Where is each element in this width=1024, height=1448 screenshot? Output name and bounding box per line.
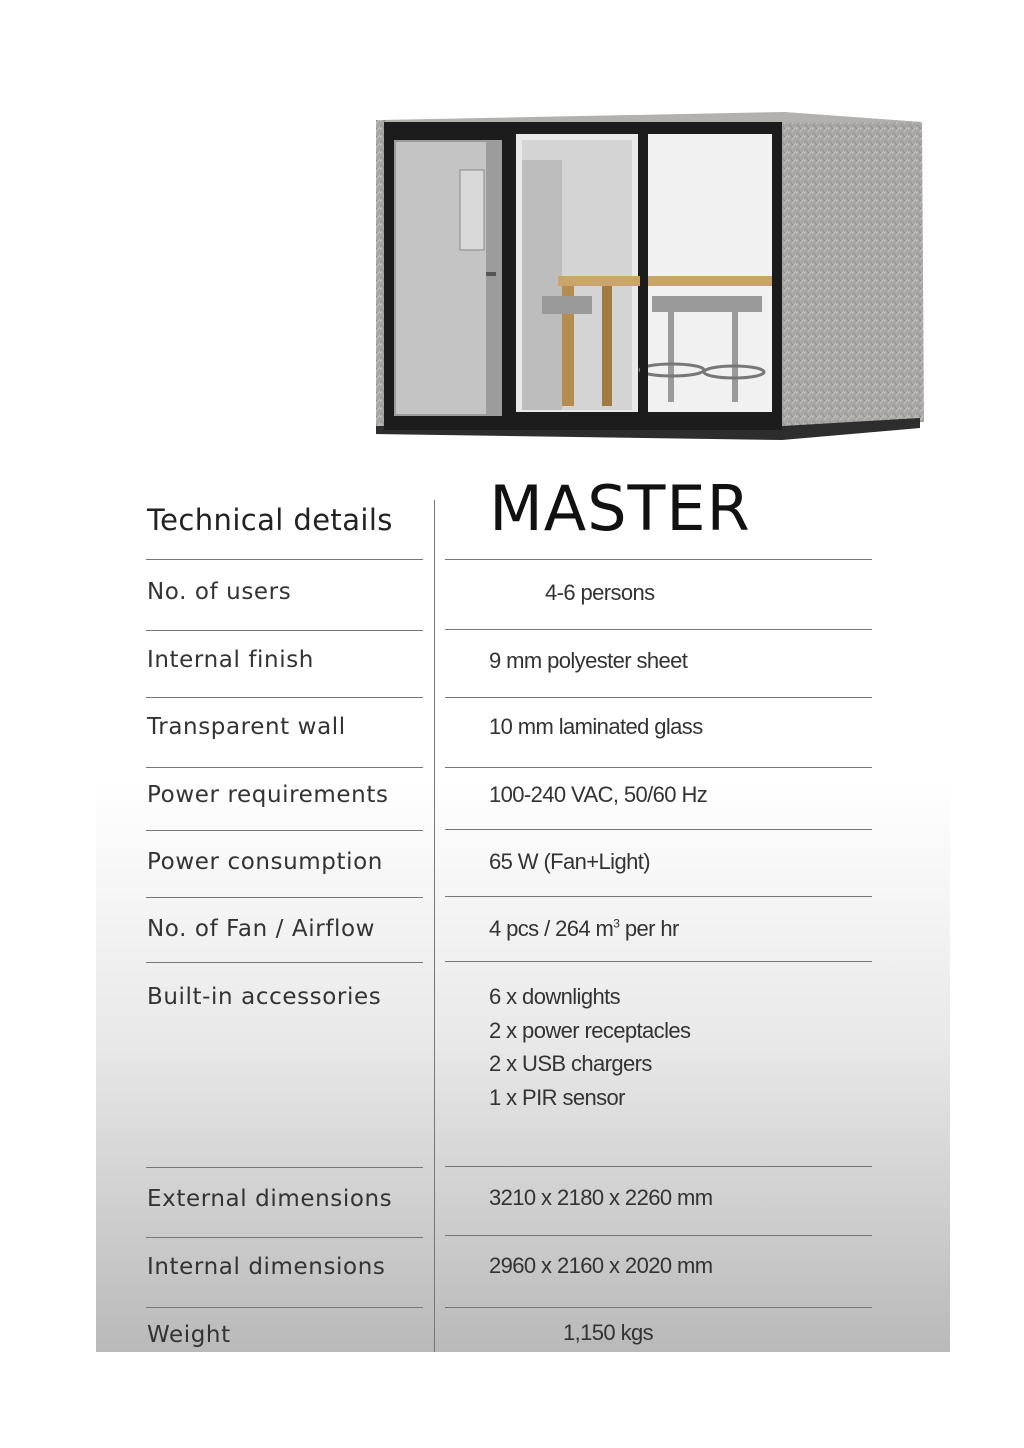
row-separator bbox=[146, 1167, 423, 1168]
row-separator bbox=[445, 829, 872, 830]
airflow-prefix: 4 pcs / 264 m bbox=[489, 916, 614, 941]
row-value-fan-airflow bbox=[489, 916, 679, 942]
row-label-fan-airflow: No. of Fan / Airflow bbox=[147, 916, 376, 942]
row-label-transparent-wall: Transparent wall bbox=[147, 714, 346, 740]
row-separator bbox=[445, 896, 872, 897]
row-value-accessories bbox=[489, 980, 690, 1114]
row-value-internal-dimensions: 2960 x 2160 x 2020 mm bbox=[489, 1253, 713, 1278]
row-separator bbox=[146, 697, 423, 698]
airflow-suffix: per hr bbox=[619, 916, 679, 941]
row-label-accessories: Built-in accessories bbox=[147, 984, 382, 1010]
row-label-weight: Weight bbox=[147, 1322, 231, 1348]
accessory-item: 2 x USB chargers bbox=[489, 1051, 652, 1076]
row-separator bbox=[146, 1307, 423, 1308]
row-separator bbox=[445, 767, 872, 768]
row-value-power-consumption: 65 W (Fan+Light) bbox=[489, 849, 650, 874]
row-separator bbox=[146, 767, 423, 768]
row-separator bbox=[445, 629, 872, 630]
row-label-users: No. of users bbox=[147, 579, 292, 605]
row-value-internal-finish: 9 mm polyester sheet bbox=[489, 648, 688, 673]
section-title: Technical details bbox=[147, 503, 393, 537]
model-title: MASTER bbox=[489, 472, 751, 545]
row-separator bbox=[146, 962, 423, 963]
row-label-internal-dimensions: Internal dimensions bbox=[147, 1254, 386, 1280]
airflow-superscript: 3 bbox=[613, 916, 620, 931]
row-separator bbox=[445, 1235, 872, 1236]
row-value-external-dimensions: 3210 x 2180 x 2260 mm bbox=[489, 1185, 713, 1210]
row-separator bbox=[445, 559, 872, 560]
row-label-power-consumption: Power consumption bbox=[147, 849, 383, 875]
row-separator bbox=[445, 697, 872, 698]
row-label-internal-finish: Internal finish bbox=[147, 647, 314, 673]
row-separator bbox=[146, 630, 423, 631]
phone-booth-image bbox=[372, 100, 928, 440]
row-value-transparent-wall: 10 mm laminated glass bbox=[489, 714, 703, 739]
accessory-item: 2 x power receptacles bbox=[489, 1017, 691, 1043]
row-separator bbox=[146, 1237, 423, 1238]
row-separator bbox=[445, 961, 872, 962]
row-label-external-dimensions: External dimensions bbox=[147, 1186, 393, 1212]
row-value-power-requirements: 100-240 VAC, 50/60 Hz bbox=[489, 782, 708, 807]
column-divider bbox=[434, 500, 435, 1352]
accessory-item: 1 x PIR sensor bbox=[489, 1084, 625, 1110]
row-separator bbox=[146, 559, 423, 560]
accessory-item: 6 x downlights bbox=[489, 984, 621, 1009]
row-separator bbox=[146, 897, 423, 898]
row-separator bbox=[146, 830, 423, 831]
row-value-weight: 1,150 kgs bbox=[563, 1320, 654, 1345]
row-separator bbox=[445, 1166, 872, 1167]
row-value-users: 4-6 persons bbox=[545, 580, 655, 605]
row-separator bbox=[445, 1307, 872, 1308]
row-label-power-requirements: Power requirements bbox=[147, 782, 389, 808]
